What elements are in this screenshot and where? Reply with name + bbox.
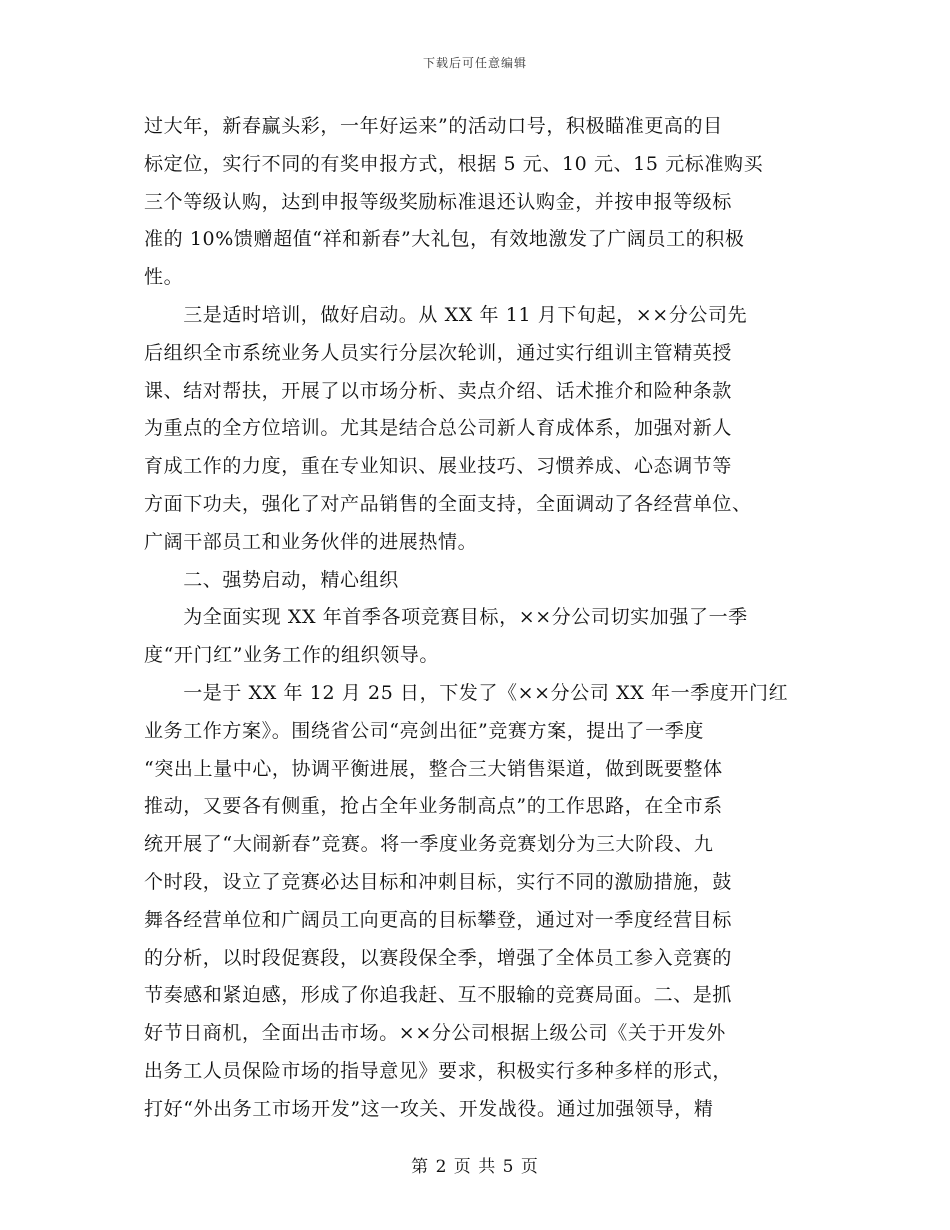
text-line: 出务工人员保险市场的指导意见》要求，积极实行多种多样的形式， — [144, 1059, 733, 1082]
text-line: 的分析，以时段促赛段，以赛段保全季，增强了全体员工参入竞赛的 — [144, 946, 733, 969]
text-line: “突出上量中心，协调平衡进展，整合三大销售渠道，做到既要整体 — [144, 757, 723, 780]
text-line: 课、结对帮扶，开展了以市场分析、卖点介绍、话术推介和险种条款 — [144, 379, 733, 402]
text-line: 标定位，实行不同的有奖申报方式，根据 5 元、10 元、15 元标准购买 — [144, 152, 764, 175]
text-line: 准的 10%馈赠超值“祥和新春”大礼包，有效地激发了广阔员工的积极 — [144, 228, 745, 251]
text-line: 推动，又要各有侧重，抢占全年业务制高点”的工作思路，在全市系 — [144, 795, 723, 818]
text-line: 一是于 XX 年 12 月 25 日，下发了《××分公司 XX 年一季度开门红 — [144, 681, 789, 704]
page-header-note: 下载后可任意编辑 — [422, 56, 527, 70]
text-line: 三是适时培训，做好启动。从 XX 年 11 月下旬起，××分公司先 — [144, 303, 748, 326]
text-line: 三个等级认购，达到申报等级奖励标准退还认购金，并按申报等级标 — [144, 190, 733, 213]
text-line: 舞各经营单位和广阔员工向更高的目标攀登，通过对一季度经营目标 — [144, 908, 733, 931]
text-line: 为全面实现 XX 年首季各项竞赛目标，××分公司切实加强了一季 — [144, 606, 748, 629]
page-number: 第 2 页 共 5 页 — [411, 1157, 539, 1177]
text-line: 统开展了“大闹新春”竞赛。将一季度业务竞赛划分为三大阶段、九 — [144, 833, 714, 856]
text-line: 业务工作方案》。围绕省公司“亮剑出征”竞赛方案，提出了一季度 — [144, 719, 704, 742]
text-line: 广阔干部员工和业务伙伴的进展热情。 — [144, 530, 478, 553]
document-body — [144, 108, 806, 1129]
section-heading: 二、强势启动，精心组织 — [144, 568, 399, 591]
text-line: 个时段，设立了竞赛必达目标和冲刺目标，实行不同的激励措施，鼓 — [144, 870, 733, 893]
text-line: 打好“外出务工市场开发”这一攻关、开发战役。通过加强领导，精 — [144, 1097, 714, 1120]
text-line: 方面下功夫，强化了对产品销售的全面支持，全面调动了各经营单位、 — [144, 492, 752, 515]
text-line: 好节日商机，全面出击市场。××分公司根据上级公司《关于开发外 — [144, 1022, 726, 1045]
text-line: 过大年，新春赢头彩，一年好运来”的活动口号，积极瞄准更高的目 — [144, 115, 723, 137]
text-line: 度“开门红”业务工作的组织领导。 — [144, 644, 440, 667]
text-line: 后组织全市系统业务人员实行分层次轮训，通过实行组训主管精英授 — [144, 341, 733, 364]
text-line: 为重点的全方位培训。尤其是结合总公司新人育成体系，加强对新人 — [144, 417, 733, 440]
text-line: 节奏感和紧迫感，形成了你追我赶、互不服输的竞赛局面。二、是抓 — [144, 984, 733, 1007]
text-line: 性。 — [144, 266, 184, 289]
text-line: 育成工作的力度，重在专业知识、展业技巧、习惯养成、心态调节等 — [144, 455, 733, 478]
